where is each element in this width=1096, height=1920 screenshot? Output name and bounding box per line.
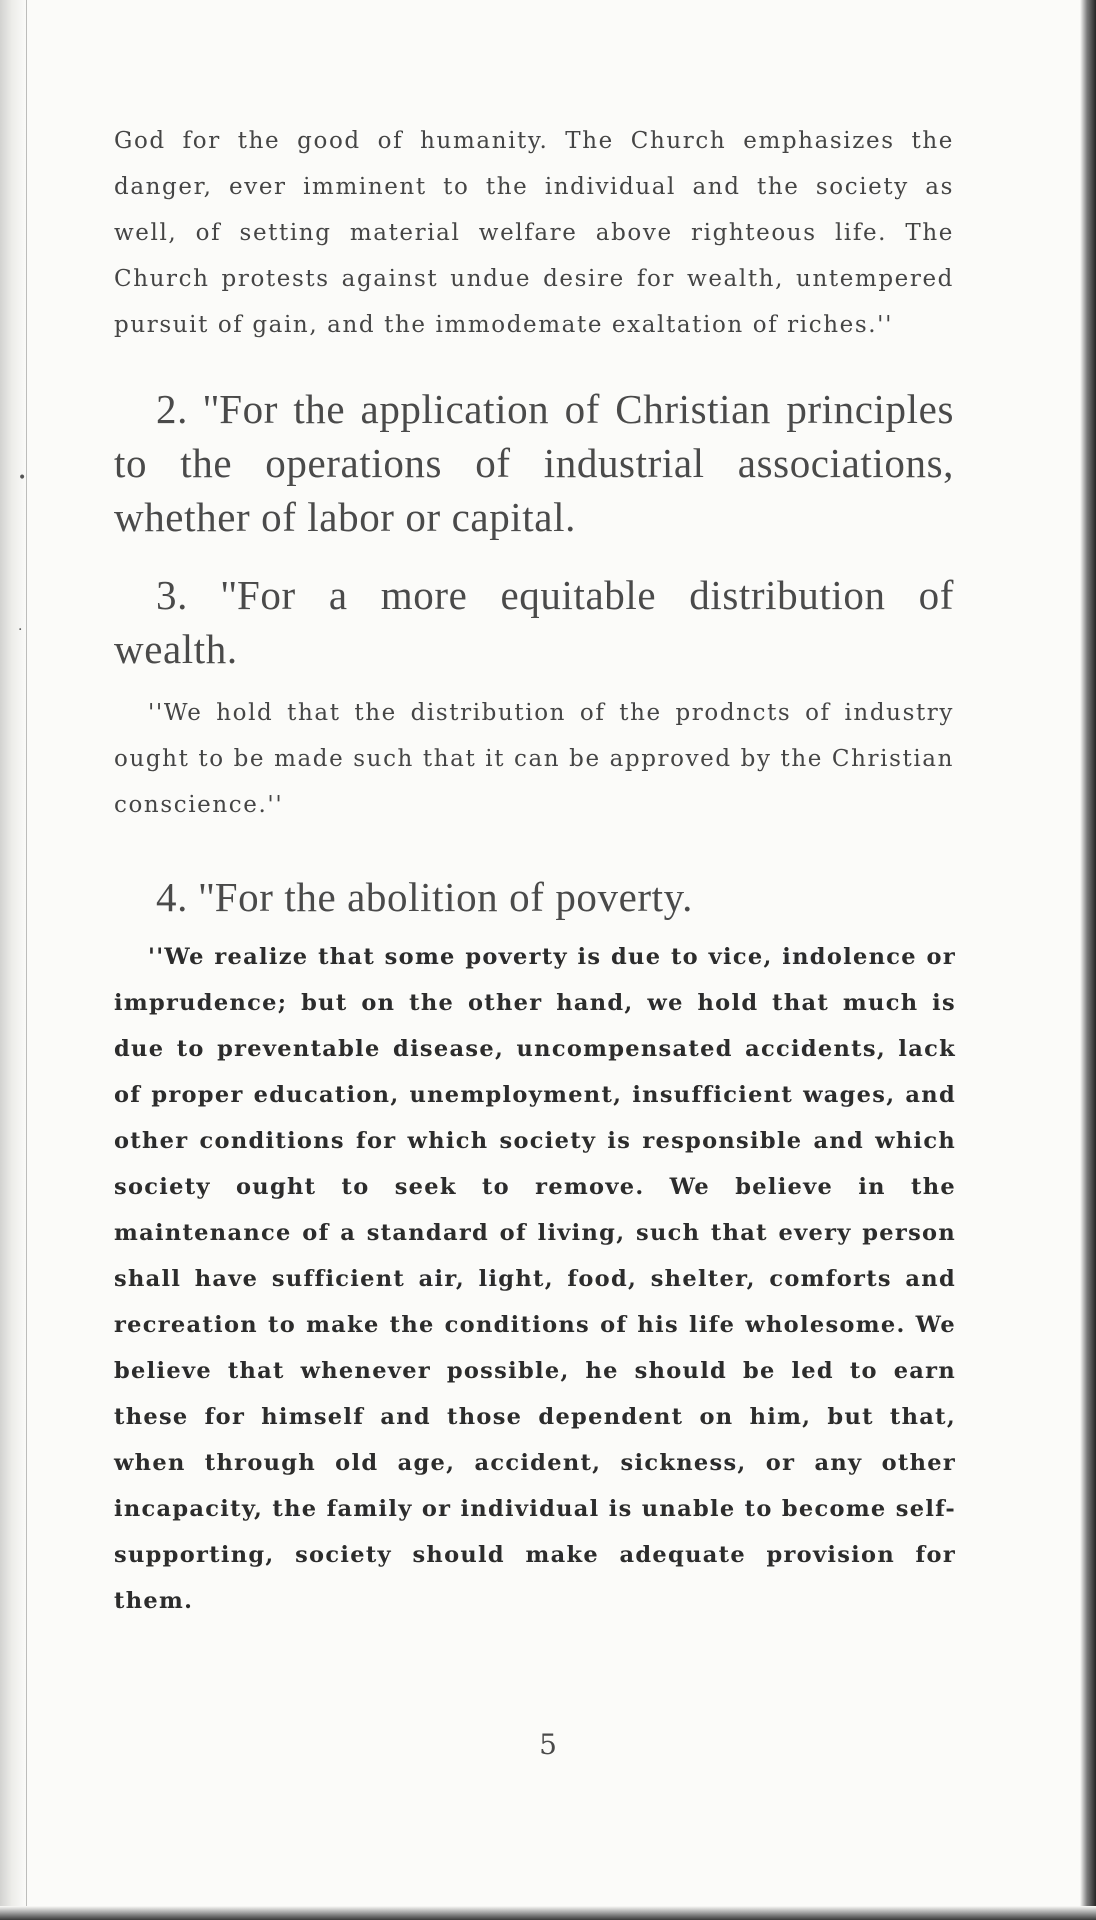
page-bottom-edge — [0, 1906, 1096, 1920]
section-heading-4: 4. ''For the abolition of poverty. — [156, 874, 693, 920]
section-heading-2: 2. ''For the application of Christian principles to the operations of industrial associations, whether of labor or capital. — [114, 386, 954, 540]
paragraph-continuation: God for the good of humanity. The Church emphasizes the danger, ever imminent to the individual and the society as well, of setting material welfare above righteous life. The Church protests against undue desire for wealth, untempered pursuit of gain, and the immodemate exaltation of riches.'' — [114, 128, 954, 338]
margin-mark: · — [18, 622, 23, 638]
paragraph-poverty: ''We realize that some poverty is due to vice, indolence or imprudence; but on the other hand, we hold that much is due to preventable disease, uncompensated accidents, lack of proper education, unemployment, insufficient wages, and other conditions for which society is responsible and which society ought to seek to remove. We believe in the maintenance of a standard of living, such that every person shall have sufficient air, light, food, shelter, comforts and recreation to make the conditions of his life wholesome. We believe that whenever possible, he should be led to earn these for himself and those dependent on him, but that, when through old age, accident, sickness, or any other incapacity, the family or individual is unable to become self-supporting, society should make adequate provision for them. — [114, 944, 956, 1614]
page-content — [114, 118, 954, 1647]
page-number: 5 — [539, 1728, 557, 1761]
margin-mark: • — [18, 470, 27, 486]
paragraph-distribution: ''We hold that the distribution of the prodncts of industry ought to be made such that it can be approved by the Christian conscience.'' — [114, 700, 954, 818]
section-heading-3: 3. ''For a more equitable distribution of wealth. — [114, 572, 954, 672]
page-right-edge — [1080, 0, 1096, 1920]
page-left-edge — [0, 0, 27, 1920]
